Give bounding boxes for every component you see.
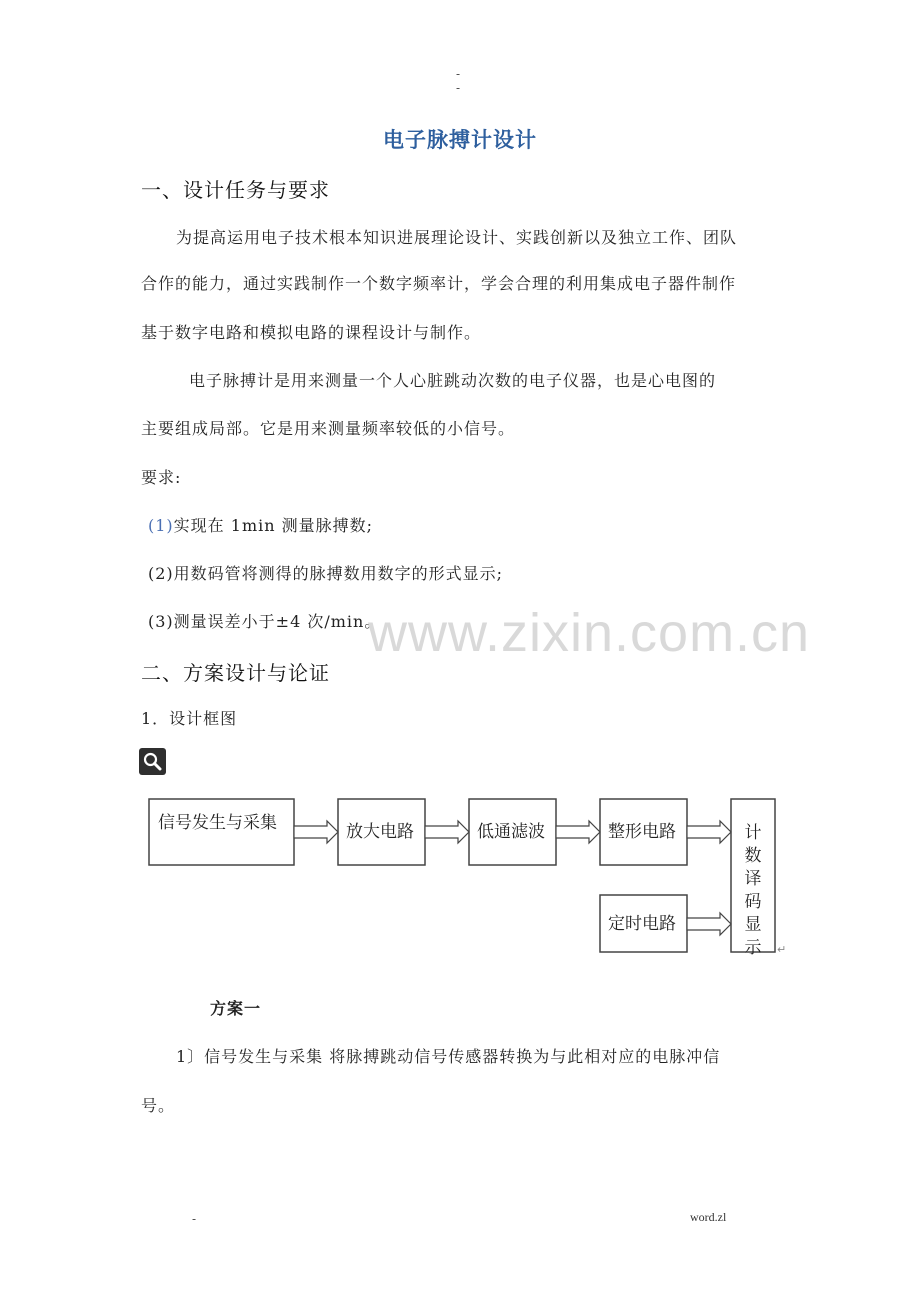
box6-char: 示 (744, 938, 762, 958)
plan-line1: 1〕信号发生与采集 将脉搏跳动信号传感器转换为与此相对应的电脉冲信 (176, 1047, 721, 1066)
section2-heading: 二、方案设计与论证 (141, 661, 330, 685)
box1-label: 信号发生与采集 (158, 813, 277, 833)
plan-one-title: 方案一 (210, 999, 262, 1018)
box3-label: 低通滤波 (477, 822, 545, 842)
box6-char: 计 (744, 823, 762, 843)
plan-line2: 号。 (141, 1096, 176, 1115)
para1-line2: 合作的能力，通过实践制作一个数字频率计，学会合理的利用集成电子器件制作 (141, 274, 737, 293)
para2-line2: 主要组成局部。它是用来测量频率较低的小信号。 (141, 419, 516, 438)
arrow-1 (294, 821, 338, 843)
watermark: www.zixin.com.cn (368, 603, 811, 663)
requirement-1 (148, 513, 373, 536)
header-mark-top: - (456, 67, 461, 81)
para1-line1: 为提高运用电子技术根本知识进展理论设计、实践创新以及独立工作、团队 (176, 228, 738, 247)
requirements-label: 要求: (141, 468, 182, 487)
requirement-2: (2)用数码管将测得的脉搏数用数字的形式显示; (148, 564, 504, 583)
box2-label: 放大电路 (346, 822, 414, 842)
box6-label (745, 823, 763, 958)
requirement-3: (3)测量误差小于±4 次/min。 (148, 612, 382, 631)
box6-char: 显 (744, 915, 762, 935)
footer-right-text: word.zl (690, 1210, 727, 1224)
requirement-1-text: 实现在 1min 测量脉搏数; (173, 516, 374, 535)
box4-label: 整形电路 (608, 822, 676, 842)
block-diagram (140, 790, 800, 960)
box6-char: 译 (744, 869, 762, 889)
box5-label: 定时电路 (608, 914, 676, 934)
magnifier-icon (139, 748, 166, 775)
box6-char: 数 (744, 846, 762, 866)
para1-line3: 基于数字电路和模拟电路的课程设计与制作。 (141, 323, 482, 342)
arrow-4 (687, 821, 731, 843)
requirement-1-number: (1) (148, 516, 174, 535)
paragraph-return-mark: ↵ (777, 943, 787, 956)
subsection-design-diagram: 1．设计框图 (141, 709, 238, 728)
footer-left-mark: - (192, 1212, 197, 1226)
document-title: 电子脉搏计设计 (383, 127, 537, 152)
header-mark-bottom: - (456, 81, 461, 95)
arrow-5 (687, 913, 731, 935)
section1-heading: 一、设计任务与要求 (141, 178, 330, 202)
para2-line1: 电子脉搏计是用来测量一个人心脏跳动次数的电子仪器，也是心电图的 (189, 371, 717, 390)
box6-char: 码 (744, 892, 762, 912)
zoom-button[interactable] (139, 748, 166, 775)
arrow-3 (556, 821, 600, 843)
arrow-2 (425, 821, 469, 843)
